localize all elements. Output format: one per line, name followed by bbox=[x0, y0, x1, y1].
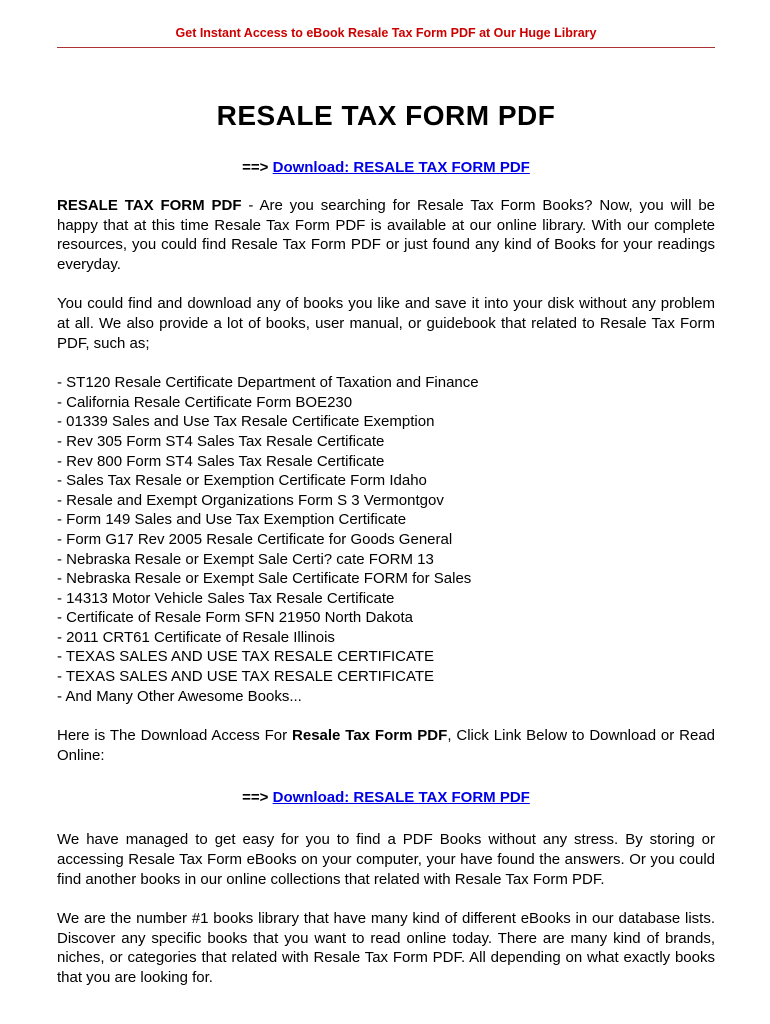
access-before: Here is The Download Access For bbox=[57, 727, 293, 745]
list-item: - Rev 800 Form ST4 Sales Tax Resale Certificate bbox=[57, 452, 385, 470]
download-line-top bbox=[57, 159, 715, 176]
list-item: - Certificate of Resale Form SFN 21950 North Dakota bbox=[57, 609, 413, 627]
access-after: , Click Link Below to Download or Read Online: bbox=[57, 727, 716, 764]
download-arrow-prefix: ==> bbox=[242, 159, 273, 176]
list-item: - Form G17 Rev 2005 Resale Certificate for Goods General bbox=[57, 530, 453, 548]
intro-rest: - Are you searching for Resale Tax Form Books? Now, you will be happy that at this time Resale Tax Form PDF is available at our online library. With our complete resources, you could find Resale Tax Form PDF or just found any kind of Books for your readings everyday. bbox=[57, 197, 715, 273]
list-item: - Rev 305 Form ST4 Sales Tax Resale Certificate bbox=[57, 432, 385, 450]
list-item: - TEXAS SALES AND USE TAX RESALE CERTIFICATE bbox=[57, 668, 435, 686]
intro-bold-lead: RESALE TAX FORM PDF bbox=[57, 197, 242, 214]
download-arrow-prefix: ==> bbox=[242, 789, 273, 807]
header-divider bbox=[57, 47, 715, 48]
access-paragraph bbox=[57, 726, 715, 765]
list-item: - Resale and Exempt Organizations Form S 3 Vermontgov bbox=[57, 491, 444, 509]
list-item: - Nebraska Resale or Exempt Sale Certi? cate FORM 13 bbox=[57, 550, 434, 568]
download-link-top[interactable]: Download: RESALE TAX FORM PDF bbox=[272, 159, 530, 176]
list-item: - California Resale Certificate Form BOE230 bbox=[57, 393, 353, 411]
list-item: - 2011 CRT61 Certificate of Resale Illinois bbox=[57, 628, 335, 646]
list-item: - And Many Other Awesome Books... bbox=[57, 687, 302, 705]
page-title: RESALE TAX FORM PDF bbox=[216, 100, 556, 131]
paragraph-library: We are the number #1 books library that have many kind of different eBooks in our database lists. Discover any specific books that you want to read online today. There are many kind of brands, niches, or categories that related with Resale Tax Form PDF. All depending on what exactly books that you are looking for. bbox=[57, 910, 715, 986]
list-item: - TEXAS SALES AND USE TAX RESALE CERTIFICATE bbox=[57, 648, 435, 666]
paragraph-managed: We have managed to get easy for you to find a PDF Books without any stress. By storing or accessing Resale Tax Form eBooks on your computer, your have found the answers. Or you could find another books in our online collections that related with Resale Tax Form PDF. bbox=[57, 831, 715, 888]
list-item: - 01339 Sales and Use Tax Resale Certificate Exemption bbox=[57, 413, 435, 431]
list-item: - Form 149 Sales and Use Tax Exemption Certificate bbox=[57, 511, 407, 529]
download-link-bottom[interactable]: Download: RESALE TAX FORM PDF bbox=[272, 789, 530, 807]
header-notice: Get Instant Access to eBook Resale Tax Form PDF at Our Huge Library bbox=[175, 26, 597, 40]
list-item: - 14313 Motor Vehicle Sales Tax Resale Certificate bbox=[57, 589, 395, 607]
paragraph-download-any: You could find and download any of books you like and save it into your disk without any problem at all. We also provide a lot of books, user manual, or guidebook that related to Resale Tax Form PDF, such as; bbox=[57, 295, 715, 352]
list-item: - ST120 Resale Certificate Department of Taxation and Finance bbox=[57, 374, 479, 392]
access-bold: Resale Tax Form PDF bbox=[292, 727, 448, 745]
list-item: - Sales Tax Resale or Exemption Certificate Form Idaho bbox=[57, 472, 427, 490]
list-item: - Nebraska Resale or Exempt Sale Certificate FORM for Sales bbox=[57, 570, 472, 588]
intro-paragraph bbox=[57, 196, 715, 274]
book-list bbox=[57, 373, 715, 706]
download-line-bottom bbox=[57, 789, 715, 806]
